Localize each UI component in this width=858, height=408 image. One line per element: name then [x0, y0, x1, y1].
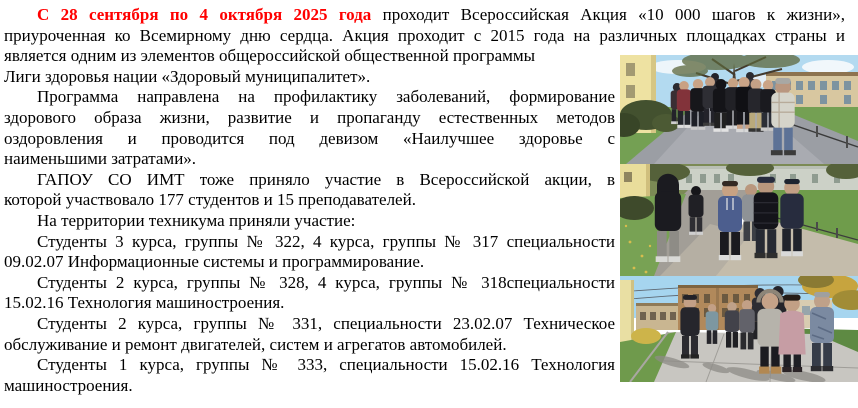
text-line: является одним из элементов общероссийской общественной программы	[4, 46, 536, 66]
text-line: которой участвовало 177 студентов и 15 преподавателей.	[4, 190, 416, 210]
text-line: Лиги здоровья нации «Здоровый муниципалитет».	[4, 66, 371, 86]
date-range-highlight: С 28 сентября по 4 октября 2025 года	[37, 5, 372, 24]
text-line: оздоровления и проводится под девизом «Наилучшее здоровье с	[4, 128, 615, 148]
text-line: машиностроения.	[4, 375, 133, 395]
text-line: наименьшими затратами».	[4, 149, 197, 169]
text-line: Студенты 2 курса, группы № 328, 4 курса, группы № 318специальности	[37, 272, 615, 292]
text-line	[4, 5, 845, 26]
text-line: Студенты 1 курса, группы № 333, специальности 15.02.16 Технология	[37, 355, 615, 375]
text-line: На территории техникума приняли участие:	[37, 210, 356, 230]
text-line: приуроченная ко Всемирному дню сердца. Акция проходит с 2015 года на различных площадках страны и	[4, 25, 845, 45]
pale-building-left	[620, 280, 634, 342]
text-line: Студенты 2 курса, группы № 331, специальности 23.02.07 Техническое	[37, 313, 615, 333]
small-building	[636, 303, 678, 330]
text-line: Программа направлена на профилактику заболеваний, формирование	[37, 87, 615, 107]
photo-column	[620, 55, 858, 382]
photo-students-path	[620, 55, 858, 164]
photo-students-gravel	[620, 164, 858, 276]
photo-teachers-concrete	[620, 276, 858, 382]
text-line: ГАПОУ СО ИМТ тоже приняло участие в Всероссийской акции, в	[37, 169, 615, 189]
text-line: обслуживание и ремонт двигателей, систем и агрегатов автомобилей.	[4, 334, 507, 354]
text-line: здорового образа жизни, развитие и пропаганду естественных методов	[4, 107, 615, 127]
text-line: Студенты 3 курса, группы № 322, 4 курса, группы № 317 специальности	[37, 231, 615, 251]
text-line: 15.02.16 Технология машиностроения.	[4, 293, 285, 313]
yellow-bush	[631, 328, 661, 344]
yellow-building-corner	[620, 164, 650, 200]
line-text: проходит Всероссийская Акция «10 000 шагов к жизни»,	[382, 5, 846, 24]
text-line: 09.02.07 Информационные системы и программирование.	[4, 252, 425, 272]
